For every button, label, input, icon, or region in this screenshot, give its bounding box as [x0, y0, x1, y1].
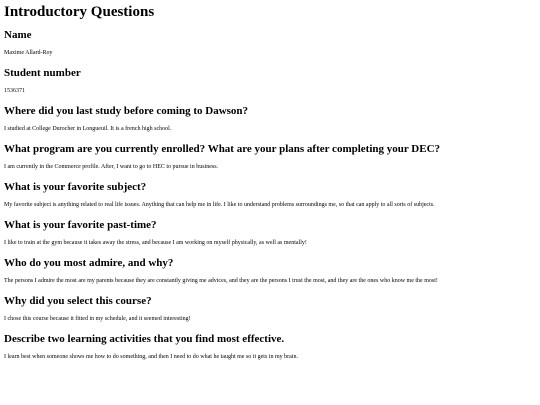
- answer-text: I chose this course because it fitted in my schedule, and it seemed interesting!: [4, 316, 191, 322]
- question-heading: Where did you last study before coming to Dawson?: [4, 105, 249, 117]
- answer-text: I learn best when someone shows me how to do something, and then I need to do what he taught me so it gets in my brain.: [4, 354, 298, 360]
- question-heading: What is your favorite subject?: [4, 181, 147, 193]
- question-heading: Student number: [4, 67, 81, 79]
- question-heading: Name: [4, 29, 32, 41]
- page-title: Introductory Questions: [4, 4, 155, 20]
- section-student-number: [4, 67, 536, 95]
- section-program: [4, 143, 536, 171]
- answer-text: I studied at College Durocher in Longueuil. It is a french high school.: [4, 126, 172, 132]
- section-course-selection: [4, 295, 536, 323]
- section-last-study: [4, 105, 536, 133]
- answer-text: I am currently in the Commerce profile. After, I want to go to HEC to pursue in business.: [4, 164, 219, 170]
- section-most-admire: [4, 257, 536, 285]
- question-heading: Who do you most admire, and why?: [4, 257, 174, 269]
- answer-text: 1536371: [4, 88, 25, 94]
- section-learning-activities: [4, 333, 536, 361]
- question-heading: Describe two learning activities that you find most effective.: [4, 333, 285, 345]
- answer-text: The persons I admire the most are my parents because they are constantly giving me advices, and they are the persons I trust the most, and they are the ones who know me the most!: [4, 278, 438, 284]
- answer-text: Maxime Allard-Roy: [4, 50, 53, 56]
- question-heading: What program are you currently enrolled? What are your plans after completing your DEC?: [4, 143, 441, 155]
- question-heading: What is your favorite past-time?: [4, 219, 157, 231]
- section-favorite-pastime: [4, 219, 536, 247]
- section-name: [4, 29, 536, 57]
- answer-text: My favorite subject is anything related to real life issues. Anything that can help me in life. I like to understand problems surroundings me, so that can apply to all sorts of subjects.: [4, 202, 435, 208]
- answer-text: I like to train at the gym because it takes away the stress, and because I am working on myself physically, as well as mentally!: [4, 240, 307, 246]
- section-favorite-subject: [4, 181, 536, 209]
- question-heading: Why did you select this course?: [4, 295, 152, 307]
